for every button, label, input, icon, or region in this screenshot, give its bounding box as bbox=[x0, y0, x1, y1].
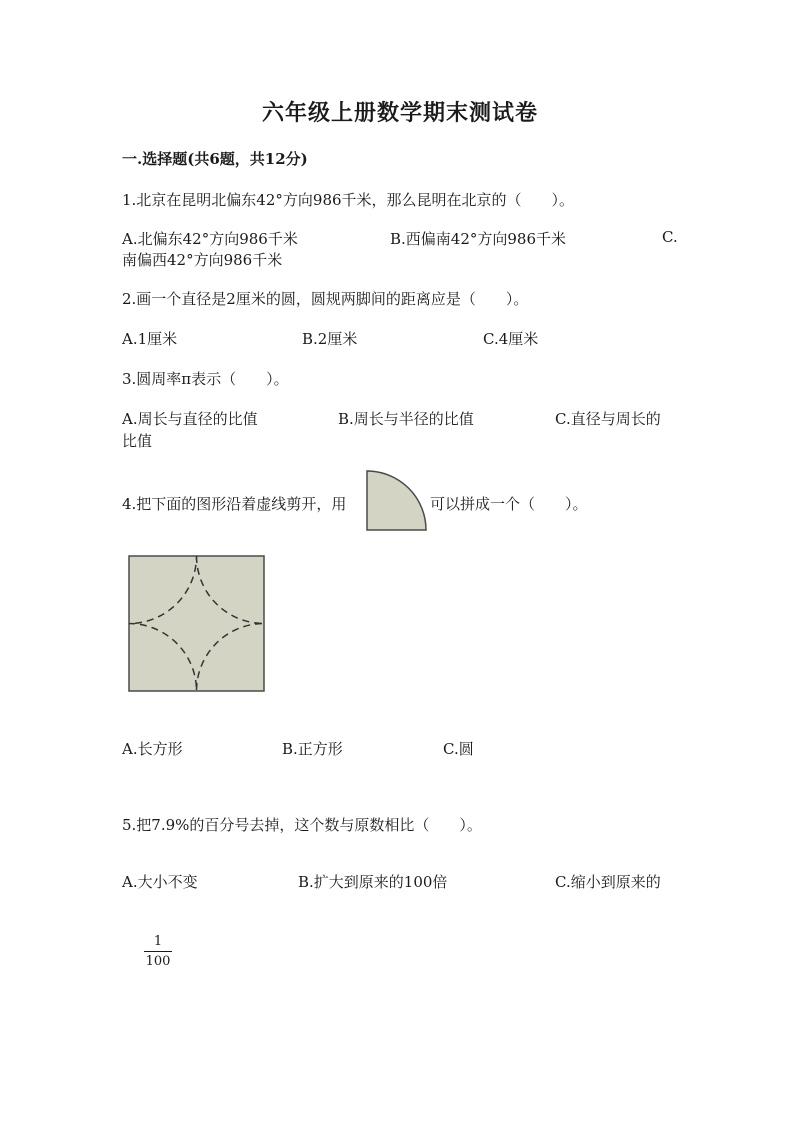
question-2-text: 2.画一个直径是2厘米的圆，圆规两脚间的距离应是（ ）。 bbox=[122, 290, 529, 308]
square-dashed-figure bbox=[128, 555, 266, 693]
question-1-option-a: A.北偏东42°方向986千米 bbox=[122, 230, 298, 248]
question-5-option-a: A.大小不变 bbox=[122, 873, 198, 891]
question-2-option-c: C.4厘米 bbox=[483, 330, 539, 348]
question-5-option-b: B.扩大到原来的100倍 bbox=[298, 873, 448, 891]
fraction-denominator: 100 bbox=[145, 954, 171, 969]
section-heading: 一.选择题(共6题，共12分) bbox=[122, 150, 308, 168]
question-5-text: 5.把7.9%的百分号去掉，这个数与原数相比（ ）。 bbox=[122, 816, 482, 834]
fraction-bar bbox=[144, 951, 172, 952]
question-3-option-c: C.直径与周长的 bbox=[555, 410, 661, 428]
question-3-text: 3.圆周率π表示（ ）。 bbox=[122, 370, 289, 388]
question-2-option-a: A.1厘米 bbox=[122, 330, 178, 348]
question-3-option-b: B.周长与半径的比值 bbox=[338, 410, 474, 428]
question-4-option-c: C.圆 bbox=[443, 740, 474, 758]
question-5-option-c: C.缩小到原来的 bbox=[555, 873, 661, 891]
question-2-option-b: B.2厘米 bbox=[302, 330, 358, 348]
quarter-circle-figure bbox=[366, 470, 428, 532]
question-1-option-b: B.西偏南42°方向986千米 bbox=[390, 230, 567, 248]
question-4-text-before: 4.把下面的图形沿着虚线剪开，用 bbox=[122, 495, 347, 513]
fraction-one-hundredth bbox=[144, 934, 172, 969]
question-1-option-c: C. bbox=[662, 228, 678, 246]
page-title: 六年级上册数学期末测试卷 bbox=[261, 100, 538, 126]
question-4-option-a: A.长方形 bbox=[122, 740, 183, 758]
question-4-option-b: B.正方形 bbox=[282, 740, 343, 758]
question-3-option-a: A.周长与直径的比值 bbox=[122, 410, 258, 428]
question-3-option-c-continuation: 比值 bbox=[122, 432, 153, 450]
question-1-text: 1.北京在昆明北偏东42°方向986千米，那么昆明在北京的（ ）。 bbox=[122, 191, 575, 209]
question-1-option-c-continuation: 南偏西42°方向986千米 bbox=[122, 251, 283, 269]
question-4-text-after: 可以拼成一个（ ）。 bbox=[430, 495, 588, 513]
fraction-numerator: 1 bbox=[153, 934, 163, 949]
